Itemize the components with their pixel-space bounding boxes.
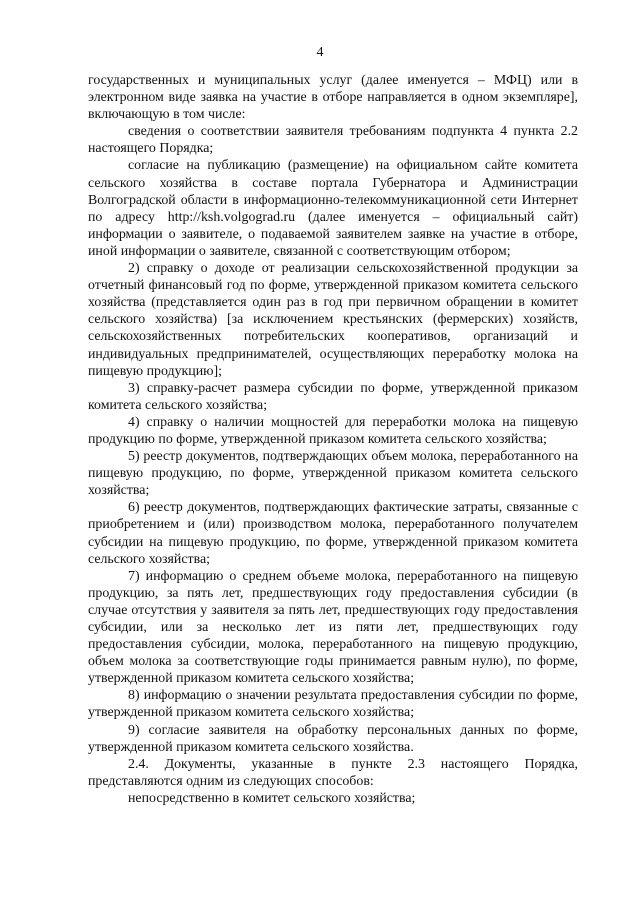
paragraph-continuation: государственных и муниципальных услуг (далее именуется – МФЦ) или в электронном виде заявка на участие в отборе направляется в одном экземпляре], включающую в том числе: xyxy=(88,73,578,123)
page-number: 4 xyxy=(316,45,324,60)
paragraph-item-9: 9) согласие заявителя на обработку персональных данных по форме, утвержденной приказом комитета сельского хозяйства. xyxy=(88,722,578,755)
paragraph-item-2: 2) справку о доходе от реализации сельскохозяйственной продукции за отчетный финансовый год по форме, утвержденной приказом комитета сельского хозяйства (представляется один раз в год при первичном обращении в комитет сельского хозяйства) [за исключением крестьянских (фермерских) хозяйств, сельскохозяйственных потребительских кооперативов, организаций и индивидуальных предпринимателей, осуществляющих переработку молока на пищевую продукцию]; xyxy=(88,261,578,379)
paragraph-item-5: 5) реестр документов, подтверждающих объем молока, переработанного на пищевую продукцию, по форме, утвержденной приказом комитета сельского хозяйства; xyxy=(88,449,578,499)
paragraph-item-4: 4) справку о наличии мощностей для переработки молока на пищевую продукцию по форме, утвержденной приказом комитета сельского хозяйства; xyxy=(88,414,578,447)
paragraph-section-2-4: 2.4. Документы, указанные в пункте 2.3 настоящего Порядка, представляются одним из следующих способов: xyxy=(88,756,578,789)
document-body xyxy=(88,72,578,807)
paragraph-submission-method: непосредственно в комитет сельского хозяйства; xyxy=(128,790,416,806)
paragraph-publication-consent: согласие на публикацию (размещение) на официальном сайте комитета сельского хозяйства в составе портала Губернатора и Администрации Волгоградской области в информационно-телекоммуникационной сети Интернет по адресу http://ksh.volgograd.ru (далее именуется – официальный сайт) информации о заявителе, о подаваемой заявителем заявке на участие в отборе, иной информации о заявителе, связанной с соответствующим отбором; xyxy=(88,158,578,259)
paragraph-item-3: 3) справку-расчет размера субсидии по форме, утвержденной приказом комитета сельского хозяйства; xyxy=(88,380,578,413)
paragraph-compliance-info: сведения о соответствии заявителя требованиям подпункта 4 пункта 2.2 настоящего Порядка; xyxy=(88,124,578,157)
paragraph-item-8: 8) информацию о значении результата предоставления субсидии по форме, утвержденной приказом комитета сельского хозяйства; xyxy=(88,688,578,721)
paragraph-item-7: 7) информацию о среднем объеме молока, переработанного на пищевую продукцию, за пять лет, предшествующих году предоставления субсидии (в случае отсутствия у заявителя за пять лет, предшествующих году предоставления субсидии, или за несколько лет из пяти лет, предшествующих году предоставления субсидии, молока, переработанного на пищевую продукцию, объем молока за соответствующие годы принимается равным нулю), по форме, утвержденной приказом комитета сельского хозяйства; xyxy=(88,568,578,687)
paragraph-item-6: 6) реестр документов, подтверждающих фактические затраты, связанные с приобретением и (или) производством молока, переработанного получателем субсидии на пищевую продукцию, по форме, утвержденной приказом комитета сельского хозяйства; xyxy=(88,500,578,567)
